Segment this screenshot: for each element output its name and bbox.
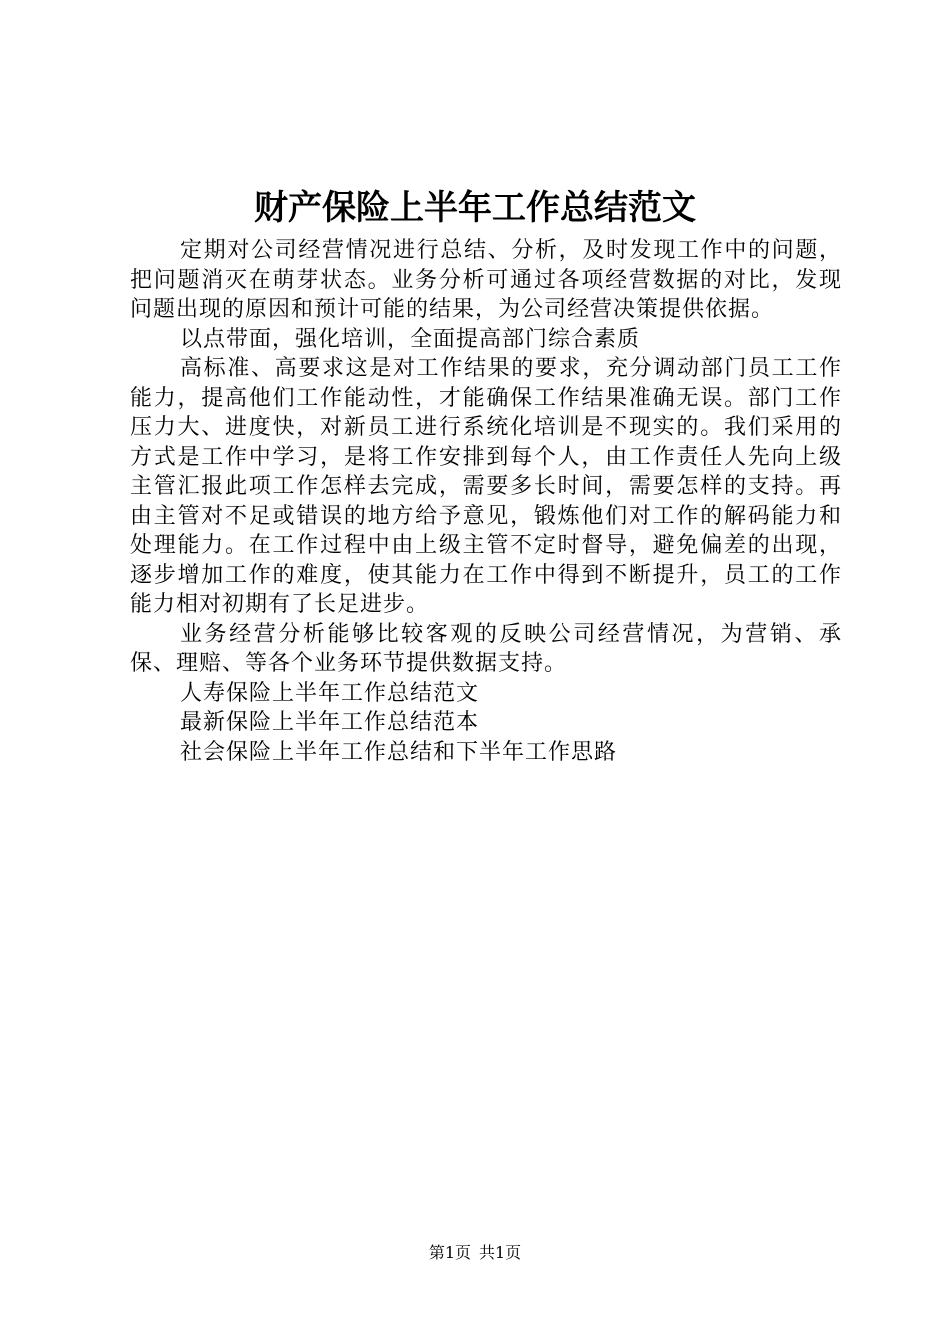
related-link-life-insurance: 人寿保险上半年工作总结范文 — [180, 680, 480, 706]
related-link-social-insurance: 社会保险上半年工作总结和下半年工作思路 — [180, 739, 618, 765]
paragraph-business-analysis: 业务经营分析能够比较客观的反映公司经营情况，为营销、承保、理赔、等各个业务环节提供数据支持。 — [130, 621, 842, 676]
page-footer — [0, 1242, 950, 1264]
document-body — [130, 236, 842, 767]
related-link-latest-insurance: 最新保险上半年工作总结范本 — [180, 710, 480, 735]
page-number: 第1页 — [428, 1243, 471, 1262]
paragraph-intro: 定期对公司经营情况进行总结、分析，及时发现工作中的问题，把问题消灭在萌芽状态。业务分析可通过各项经营数据的对比，发现问题出现的原因和预计可能的结果，为公司经营决策提供依据。 — [130, 238, 842, 322]
page-total: 共1页 — [479, 1243, 522, 1262]
document-title: 财产保险上半年工作总结范文 — [254, 188, 696, 228]
paragraph-heading-training: 以点带面，强化培训，全面提高部门综合素质 — [180, 326, 641, 352]
paragraph-training-details: 高标准、高要求这是对工作结果的要求，充分调动部门员工工作能力，提高他们工作能动性，才能确保工作结果准确无误。部门工作压力大、进度快，对新员工进行系统化培训是不现实的。我们采用的方式是工作中学习，是将工作安排到每个人，由工作责任人先向上级主管汇报此项工作怎样去完成，需要多长时间，需要怎样的支持。再由主管对不足或错误的地方给予意见，锻炼他们对工作的解码能力和处理能力。在工作过程中由上级主管不定时督导，避免偏差的出现，逐步增加工作的难度，使其能力在工作中得到不断提升，员工的工作能力相对初期有了长足进步。 — [130, 356, 842, 617]
